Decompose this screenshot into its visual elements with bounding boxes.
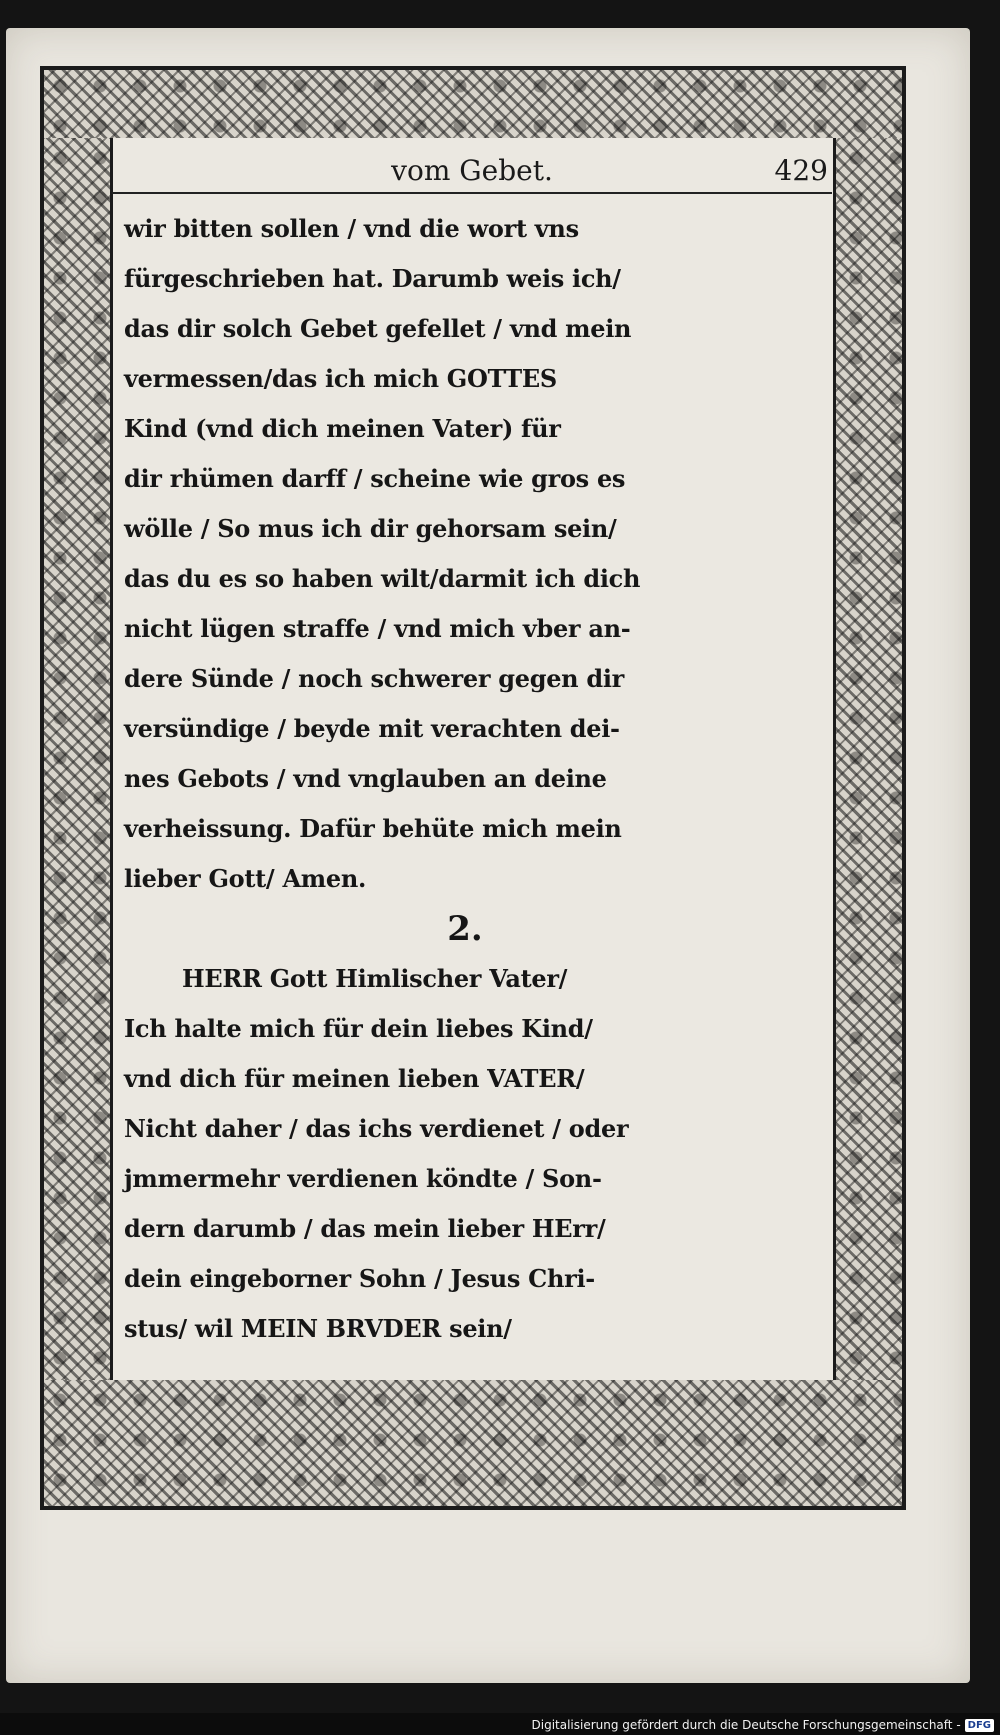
text-line: jmmermehr verdienen köndte / Son- [124, 1164, 602, 1193]
text-line: vnd dich für meinen lieben VATER/ [124, 1064, 585, 1093]
text-line: dir rhümen darff / scheine wie gros es [124, 464, 626, 493]
running-head [112, 152, 832, 194]
credit-text: Digitalisierung gefördert durch die Deutsche Forschungsgemeinschaft - [531, 1718, 961, 1732]
text-line: fürgeschrieben hat. Darumb weis ich/ [124, 264, 621, 293]
text-line: das du es so haben wilt/darmit ich dich [124, 564, 641, 593]
text-line: stus/ wil MEIN BRVDER sein/ [124, 1314, 512, 1343]
text-line: dere Sünde / noch schwerer gegen dir [124, 664, 625, 693]
text-line: HERR Gott Himlischer Vater/ [182, 964, 568, 993]
text-line: Ich halte mich für dein liebes Kind/ [124, 1014, 593, 1043]
text-line: nicht lügen straffe / vnd mich vber an- [124, 614, 631, 643]
text-line: dein eingeborner Sohn / Jesus Chri- [124, 1264, 595, 1293]
body-text [124, 204, 830, 1354]
digitization-credit [532, 1718, 995, 1732]
text-line: lieber Gott/ Amen. [124, 864, 367, 893]
text-line: wölle / So mus ich dir gehorsam sein/ [124, 514, 617, 543]
page-number: 429 [774, 154, 828, 187]
section-number: 2. [447, 909, 483, 949]
text-line: Kind (vnd dich meinen Vater) für [124, 414, 561, 443]
text-line: Nicht daher / das ichs verdienet / oder [124, 1114, 629, 1143]
text-line: nes Gebots / vnd vnglauben an deine [124, 764, 607, 793]
text-line: das dir solch Gebet gefellet / vnd mein [124, 314, 632, 343]
text-line: verheissung. Dafür behüte mich mein [124, 814, 622, 843]
running-head-title: vom Gebet. [391, 154, 553, 187]
text-line: vermessen/das ich mich GOTTES [124, 364, 557, 393]
text-line: wir bitten sollen / vnd die wort vns [124, 214, 579, 243]
dfg-logo: DFG [965, 1719, 994, 1732]
text-line: dern darumb / das mein lieber HErr/ [124, 1214, 606, 1243]
text-line: versündige / beyde mit verachten dei- [124, 714, 620, 743]
